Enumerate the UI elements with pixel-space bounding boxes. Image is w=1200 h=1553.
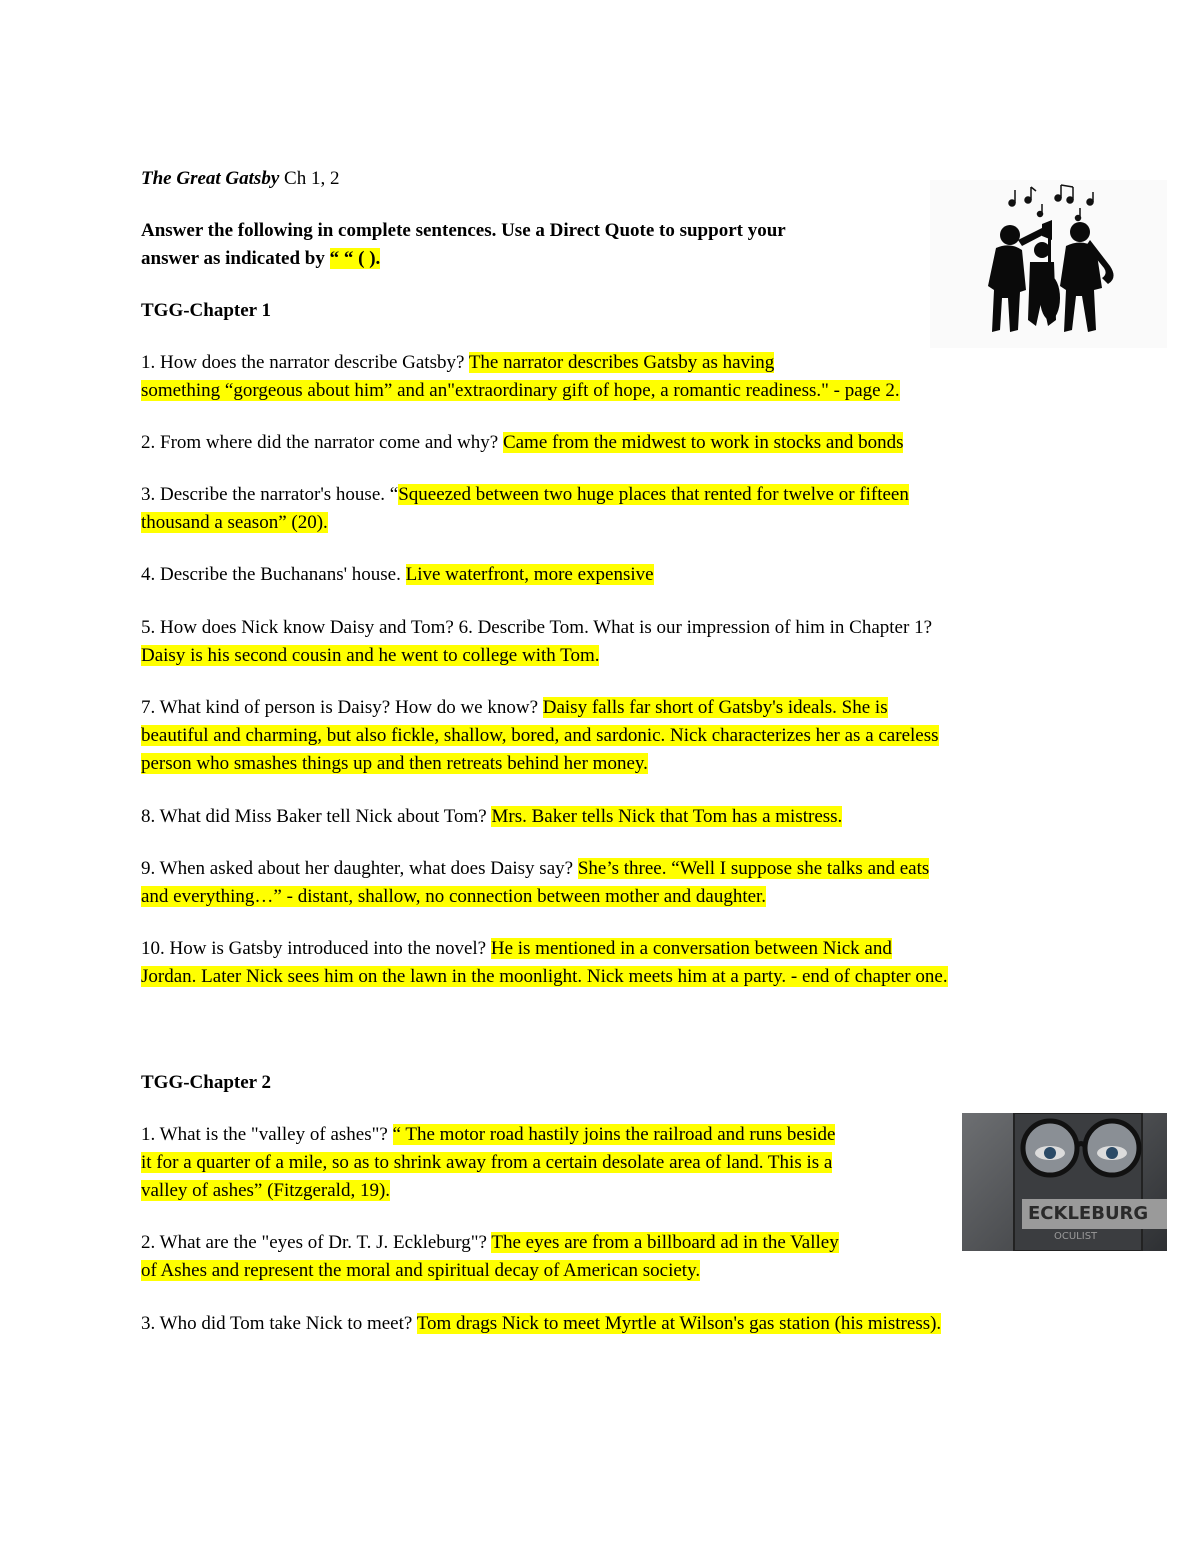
answer-1-9-cont: and everything…” - distant, shallow, no connection between mother and daughter. [141, 886, 767, 907]
question-1-7: 7. What kind of person is Daisy? How do we know? Daisy falls far short of Gatsby's ideals. She is [141, 697, 888, 718]
answer-1-5: Daisy is his second cousin and he went to college with Tom. [141, 645, 600, 666]
question-1-8: 8. What did Miss Baker tell Nick about Tom? Mrs. Baker tells Nick that Tom has a mistress. [141, 806, 843, 827]
chapter-1-heading: TGG-Chapter 1 [141, 300, 272, 321]
answer-2-1-cont-2: valley of ashes” (Fitzgerald, 19). [141, 1180, 391, 1201]
answer-1-3-cont: thousand a season” (20). [141, 512, 328, 533]
eckleburg-sign-text: ECKLEBURG [1028, 1203, 1149, 1224]
question-2-2: 2. What are the "eyes of Dr. T. J. Eckleburg"? The eyes are from a billboard ad in the Valley [141, 1232, 839, 1253]
eckleburg-image [962, 1113, 1167, 1251]
question-2-3: 3. Who did Tom take Nick to meet? Tom drags Nick to meet Myrtle at Wilson's gas station (his mistress). [141, 1313, 942, 1334]
question-1-9: 9. When asked about her daughter, what does Daisy say? She’s three. “Well I suppose she talks and eats [141, 858, 930, 879]
question-1-10: 10. How is Gatsby introduced into the novel? He is mentioned in a conversation between Nick and [141, 938, 892, 959]
answer-2-1-cont-1: it for a quarter of a mile, so as to shrink away from a certain desolate area of land. This is a [141, 1152, 833, 1173]
instructions-line-2: answer as indicated by “ “ ( ). [141, 248, 381, 269]
eckleburg-sign-subtext: OCULIST [1054, 1231, 1098, 1242]
answer-1-1-cont: something “gorgeous about him” and an"extraordinary gift of hope, a romantic readiness." - page 2. [141, 380, 900, 401]
question-2-1: 1. What is the "valley of ashes"? “ The motor road hastily joins the railroad and runs beside [141, 1124, 836, 1145]
answer-1-7-cont-2: person who smashes things up and then retreats behind her money. [141, 753, 648, 774]
question-1-3: 3. Describe the narrator's house. “Squeezed between two huge places that rented for twelve or fifteen [141, 484, 909, 505]
question-1-5: 5. How does Nick know Daisy and Tom? 6. Describe Tom. What is our impression of him in Chapter 1? [141, 617, 932, 638]
jazz-band-silhouette-icon [930, 180, 1167, 348]
document-title: The Great Gatsby Ch 1, 2 [141, 168, 340, 189]
answer-1-10-cont: Jordan. Later Nick sees him on the lawn in the moonlight. Nick meets him at a party. - end of chapter one. [141, 966, 948, 987]
chapter-2-heading: TGG-Chapter 2 [141, 1072, 272, 1093]
question-1-2: 2. From where did the narrator come and why? Came from the midwest to work in stocks and bonds [141, 432, 904, 453]
jazz-band-image [930, 180, 1167, 348]
answer-2-2-cont: of Ashes and represent the moral and spiritual decay of American society. [141, 1260, 701, 1281]
question-1-1: 1. How does the narrator describe Gatsby? The narrator describes Gatsby as having [141, 352, 775, 373]
question-1-4: 4. Describe the Buchanans' house. Live waterfront, more expensive [141, 564, 654, 585]
instructions-line-1: Answer the following in complete sentences. Use a Direct Quote to support your [141, 220, 786, 241]
answer-1-7-cont-1: beautiful and charming, but also fickle, shallow, bored, and sardonic. Nick characterizes her as a careless [141, 725, 939, 746]
